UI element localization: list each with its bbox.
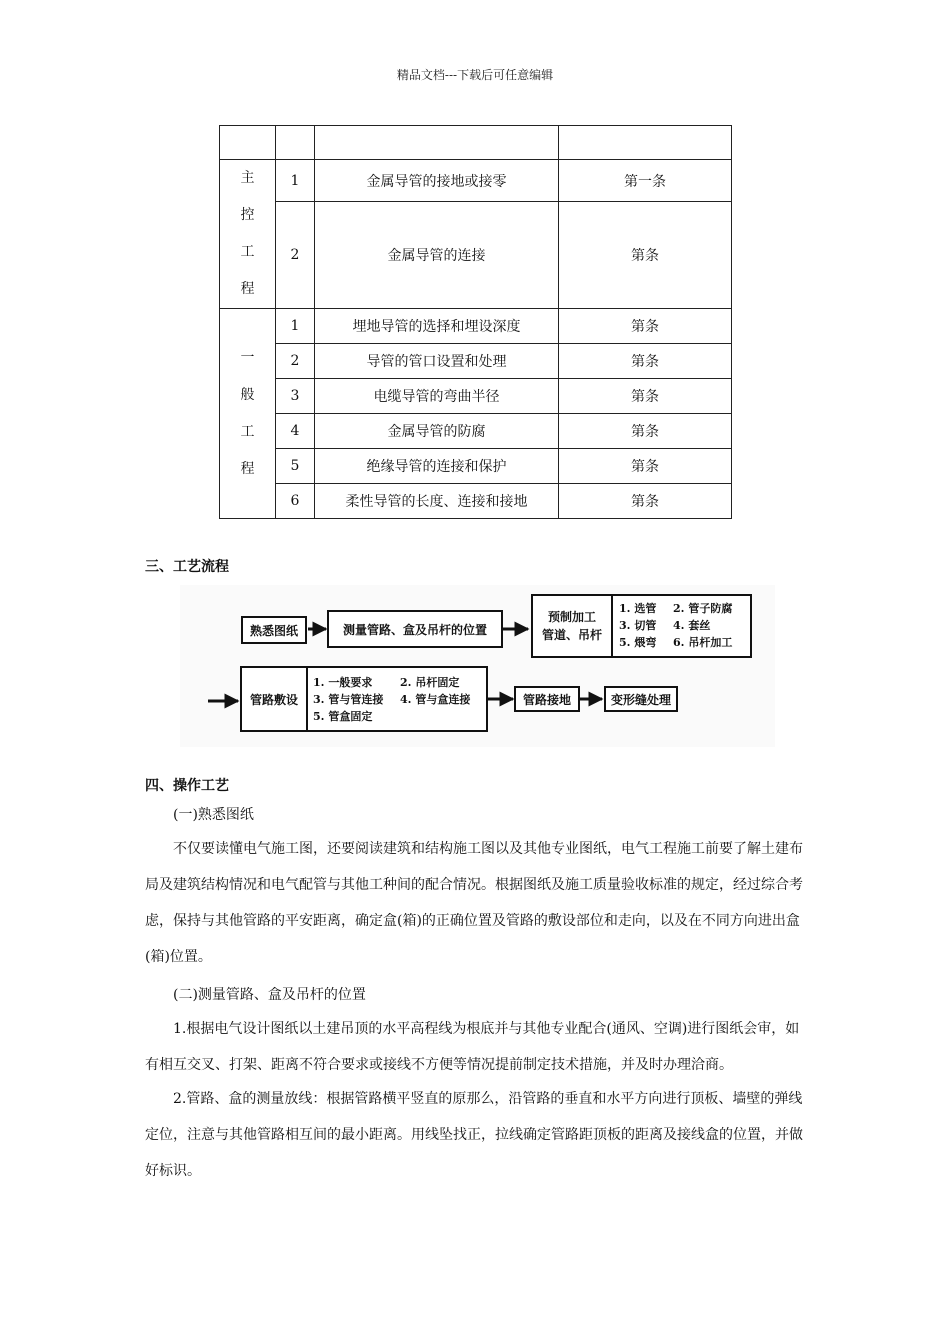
row-no: 2 xyxy=(276,344,315,379)
table-row xyxy=(220,126,732,160)
step-prefabrication-label: 预制加工 管道、吊杆 xyxy=(541,610,602,642)
page-header: 精品文档---下载后可任意编辑 xyxy=(396,68,554,82)
row-clause: 第条 xyxy=(559,449,732,484)
table-row xyxy=(220,484,732,519)
table-row xyxy=(220,379,732,414)
group-label-general: 一 般 工 程 xyxy=(220,309,276,519)
row-item: 金属导管的连接 xyxy=(315,202,559,309)
row-item: 金属导管的防腐 xyxy=(315,414,559,449)
step-familiarize-drawings: 熟悉图纸 xyxy=(241,616,307,644)
process-flowchart xyxy=(180,585,775,747)
row-item: 金属导管的接地或接零 xyxy=(315,160,559,202)
row-no: 1 xyxy=(276,309,315,344)
table-row xyxy=(220,344,732,379)
row-no: 4 xyxy=(276,414,315,449)
row-item: 绝缘导管的连接和保护 xyxy=(315,449,559,484)
step-deformation-joint: 变形缝处理 xyxy=(604,686,678,712)
row-item: 电缆导管的弯曲半径 xyxy=(315,379,559,414)
step-pipe-laying-label: 管路敷设 xyxy=(249,692,298,707)
row-clause: 第一条 xyxy=(559,160,732,202)
row-no: 3 xyxy=(276,379,315,414)
step-pipe-grounding: 管路接地 xyxy=(514,686,580,712)
table-row xyxy=(220,309,732,344)
laying-items-left: 1. 一般要求 3. 管与管连接 5. 管盒固定 xyxy=(313,676,384,723)
prefab-items-left: 1. 选管 3. 切管 5. 煨弯 xyxy=(619,602,657,649)
row-clause: 第条 xyxy=(559,202,732,309)
section-title-operation: 四、操作工艺 xyxy=(145,778,229,794)
paragraph-3: 2.管路、盒的测量放线：根据管路横平竖直的原那么，沿管路的垂直和水平方向进行顶板、墙壁的弹线定位，注意与其他管路相互间的最小距离。用线坠找正，拉线确定管路距顶板的距离及接线盒的位置，并做好标识。 xyxy=(145,1091,803,1179)
row-clause: 第条 xyxy=(559,379,732,414)
row-clause: 第条 xyxy=(559,484,732,519)
table-row xyxy=(220,414,732,449)
row-no: 2 xyxy=(276,202,315,309)
row-no: 6 xyxy=(276,484,315,519)
row-item: 埋地导管的选择和埋设深度 xyxy=(315,309,559,344)
row-clause: 第条 xyxy=(559,344,732,379)
row-no: 1 xyxy=(276,160,315,202)
paragraph-2: 1.根据电气设计图纸以土建吊顶的水平高程线为根底并与其他专业配合(通风、空调)进行图纸会审，如有相互交叉、打架、距离不符合要求或接线不方便等情况提前制定技术措施，并及时办理洽商。 xyxy=(145,1021,800,1073)
subheading-1: (一)熟悉图纸 xyxy=(173,807,254,823)
subheading-2: (二)测量管路、盒及吊杆的位置 xyxy=(173,987,366,1003)
step-pipe-laying xyxy=(240,666,488,732)
step-measure-positions: 测量管路、盒及吊杆的位置 xyxy=(327,610,503,648)
row-item: 导管的管口设置和处理 xyxy=(315,344,559,379)
row-no: 5 xyxy=(276,449,315,484)
row-clause: 第条 xyxy=(559,414,732,449)
paragraph-1: 不仅要读懂电气施工图，还要阅读建筑和结构施工图以及其他专业图纸，电气工程施工前要了解土建布局及建筑结构情况和电气配管与其他工种间的配合情况。根据图纸及施工质量验收标准的规定，经过综合考虑，保持与其他管路的平安距离，确定盒(箱)的正确位置及管路的敷设部位和走向，以及在不同方向进出盒(箱)位置。 xyxy=(145,841,803,965)
divider xyxy=(611,596,613,656)
divider xyxy=(306,668,308,730)
section-title-process: 三、工艺流程 xyxy=(145,559,229,575)
row-item: 柔性导管的长度、连接和接地 xyxy=(315,484,559,519)
prefab-items-right: 2. 管子防腐 4. 套丝 6. 吊杆加工 xyxy=(673,602,733,649)
table-row xyxy=(220,202,732,309)
step-prefabrication xyxy=(531,594,752,658)
table-row xyxy=(220,160,732,202)
table-row xyxy=(220,449,732,484)
group-label-main: 主 控 工 程 xyxy=(220,160,276,309)
spec-table xyxy=(219,125,732,519)
row-clause: 第条 xyxy=(559,309,732,344)
laying-items-right: 2. 吊杆固定 4. 管与盒连接 xyxy=(400,676,471,706)
